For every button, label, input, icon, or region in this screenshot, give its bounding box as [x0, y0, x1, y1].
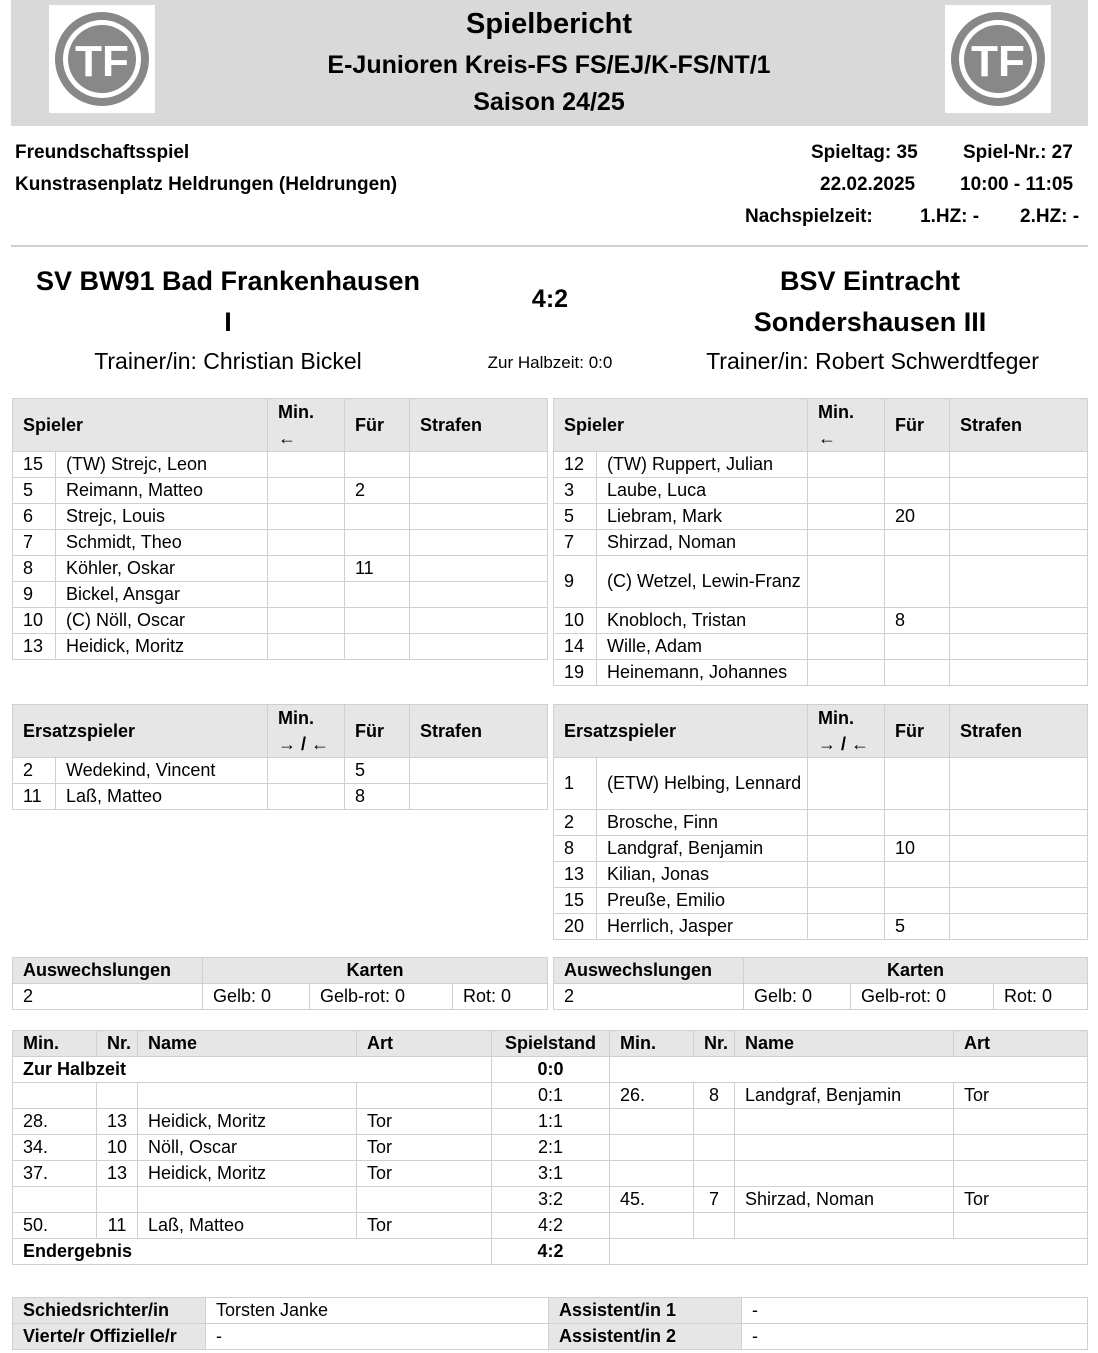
player-minute	[268, 556, 345, 582]
player-penalties	[410, 758, 548, 784]
player-number: 15	[554, 888, 597, 914]
player-replaced	[885, 660, 950, 686]
column-header: Art	[357, 1031, 492, 1057]
player-number: 10	[554, 608, 597, 634]
player-penalties	[950, 530, 1088, 556]
column-header: Min.	[610, 1031, 694, 1057]
player-replaced	[345, 530, 410, 556]
player-replaced	[345, 608, 410, 634]
player-name: Brosche, Finn	[597, 810, 808, 836]
event-row	[13, 1135, 1088, 1161]
player-minute	[808, 836, 885, 862]
player-minute	[808, 862, 885, 888]
home-summary-table	[12, 957, 548, 1010]
player-minute	[268, 784, 345, 810]
player-name: Bickel, Ansgar	[56, 582, 268, 608]
event-minute: 50.	[13, 1213, 97, 1239]
player-row	[554, 810, 1088, 836]
column-header: Min.	[13, 1031, 97, 1057]
player-name: Strejc, Louis	[56, 504, 268, 530]
player-name: Heinemann, Johannes	[597, 660, 808, 686]
column-header: Nr.	[694, 1031, 735, 1057]
player-minute	[268, 530, 345, 556]
event-minute: 28.	[13, 1109, 97, 1135]
final-score: 4:2	[531, 285, 569, 313]
home-starters-table	[12, 398, 548, 660]
player-name: Herrlich, Jasper	[597, 914, 808, 940]
halftime-score-cell: 0:0	[492, 1057, 610, 1083]
player-penalties	[410, 504, 548, 530]
player-replaced	[345, 452, 410, 478]
event-player: Landgraf, Benjamin	[735, 1083, 954, 1109]
event-score: 1:1	[492, 1109, 610, 1135]
event-minute	[610, 1213, 694, 1239]
event-player	[735, 1109, 954, 1135]
referee-label: Schiedsrichter/in	[13, 1298, 206, 1324]
yellow-red-cards: Gelb-rot: 0	[310, 984, 453, 1010]
assistant2-name: -	[742, 1324, 1088, 1350]
column-header: Min. ←	[808, 399, 885, 452]
column-header: Für	[885, 399, 950, 452]
column-header: Für	[345, 705, 410, 758]
event-type	[357, 1083, 492, 1109]
event-player: Laß, Matteo	[138, 1213, 357, 1239]
away-subs-table	[553, 704, 1088, 940]
player-row	[554, 478, 1088, 504]
player-minute	[808, 556, 885, 608]
player-replaced: 8	[885, 608, 950, 634]
player-replaced	[885, 888, 950, 914]
divider	[11, 245, 1088, 247]
assistant1-name: -	[742, 1298, 1088, 1324]
empty-cell	[610, 1239, 1088, 1265]
event-score: 4:2	[492, 1213, 610, 1239]
final-score-cell: 4:2	[492, 1239, 610, 1265]
event-score: 2:1	[492, 1135, 610, 1161]
assistant1-label: Assistent/in 1	[549, 1298, 742, 1324]
player-number: 6	[13, 504, 56, 530]
player-row	[554, 914, 1088, 940]
event-row	[13, 1213, 1088, 1239]
auswechslungen-header: Auswechslungen	[554, 958, 744, 984]
event-number	[694, 1161, 735, 1187]
yellow-cards: Gelb: 0	[744, 984, 851, 1010]
column-header: Spieler	[554, 399, 808, 452]
player-row	[13, 530, 548, 556]
event-minute	[13, 1083, 97, 1109]
fourth-official-label: Vierte/r Offizielle/r	[13, 1324, 206, 1350]
player-minute	[268, 504, 345, 530]
column-header: Min. → / ←	[268, 705, 345, 758]
column-header: Strafen	[410, 705, 548, 758]
player-minute	[268, 452, 345, 478]
player-penalties	[950, 660, 1088, 686]
player-minute	[268, 758, 345, 784]
event-type: Tor	[357, 1109, 492, 1135]
column-header: Spielstand	[492, 1031, 610, 1057]
halftime-row	[13, 1057, 1088, 1083]
player-number: 2	[554, 810, 597, 836]
home-subs-table	[12, 704, 548, 810]
player-penalties	[950, 758, 1088, 810]
events-table	[12, 1030, 1088, 1265]
player-number: 5	[13, 478, 56, 504]
player-number: 13	[13, 634, 56, 660]
column-header: Min. → / ←	[808, 705, 885, 758]
auswechslungen-header: Auswechslungen	[13, 958, 203, 984]
event-score: 3:1	[492, 1161, 610, 1187]
player-replaced	[885, 810, 950, 836]
red-cards: Rot: 0	[994, 984, 1088, 1010]
player-name: Liebram, Mark	[597, 504, 808, 530]
karten-header: Karten	[203, 958, 548, 984]
event-row	[13, 1083, 1088, 1109]
player-minute	[808, 810, 885, 836]
player-penalties	[410, 784, 548, 810]
player-minute	[808, 758, 885, 810]
player-number: 5	[554, 504, 597, 530]
player-replaced	[885, 758, 950, 810]
column-header: Für	[885, 705, 950, 758]
column-header: Ersatzspieler	[554, 705, 808, 758]
player-name: (ETW) Helbing, Lennard	[597, 758, 808, 810]
column-header: Name	[735, 1031, 954, 1057]
event-type	[954, 1161, 1088, 1187]
player-penalties	[950, 888, 1088, 914]
event-number	[97, 1083, 138, 1109]
column-header: Art	[954, 1031, 1088, 1057]
player-penalties	[950, 634, 1088, 660]
player-penalties	[410, 452, 548, 478]
player-name: Preuße, Emilio	[597, 888, 808, 914]
event-score: 0:1	[492, 1083, 610, 1109]
svg-text:TF: TF	[971, 37, 1025, 86]
karten-header: Karten	[744, 958, 1088, 984]
event-minute	[610, 1109, 694, 1135]
match-time: 10:00 - 11:05	[960, 174, 1074, 195]
player-row	[13, 634, 548, 660]
event-type: Tor	[357, 1213, 492, 1239]
player-number: 15	[13, 452, 56, 478]
event-player: Shirzad, Noman	[735, 1187, 954, 1213]
player-row	[13, 556, 548, 582]
player-minute	[808, 634, 885, 660]
player-replaced: 5	[885, 914, 950, 940]
player-row	[554, 530, 1088, 556]
match-type: Freundschaftsspiel	[15, 142, 190, 163]
player-name: Köhler, Oskar	[56, 556, 268, 582]
event-player: Nöll, Oscar	[138, 1135, 357, 1161]
player-name: Heidick, Moritz	[56, 634, 268, 660]
player-number: 8	[554, 836, 597, 862]
player-penalties	[410, 634, 548, 660]
player-name: Wedekind, Vincent	[56, 758, 268, 784]
player-number: 3	[554, 478, 597, 504]
event-number: 8	[694, 1083, 735, 1109]
event-minute	[610, 1161, 694, 1187]
column-header: Min. ←	[268, 399, 345, 452]
player-number: 8	[13, 556, 56, 582]
player-name: (C) Nöll, Oscar	[56, 608, 268, 634]
event-row	[13, 1161, 1088, 1187]
yellow-red-cards: Gelb-rot: 0	[851, 984, 994, 1010]
extra-time-second-half: 2.HZ: -	[1020, 206, 1080, 227]
event-number	[694, 1109, 735, 1135]
empty-cell	[610, 1057, 1088, 1083]
player-replaced	[885, 530, 950, 556]
player-penalties	[950, 452, 1088, 478]
player-number: 10	[13, 608, 56, 634]
event-player: Heidick, Moritz	[138, 1109, 357, 1135]
away-starters-table	[553, 398, 1088, 686]
player-number: 13	[554, 862, 597, 888]
player-number: 1	[554, 758, 597, 810]
player-minute	[808, 504, 885, 530]
player-name: (TW) Ruppert, Julian	[597, 452, 808, 478]
event-minute: 37.	[13, 1161, 97, 1187]
player-minute	[268, 582, 345, 608]
match-date: 22.02.2025	[820, 174, 916, 195]
player-minute	[808, 888, 885, 914]
event-score: 3:2	[492, 1187, 610, 1213]
player-row	[554, 758, 1088, 810]
player-replaced: 20	[885, 504, 950, 530]
player-row	[13, 608, 548, 634]
substitution-count: 2	[13, 984, 203, 1010]
column-header: Strafen	[950, 399, 1088, 452]
event-type	[954, 1135, 1088, 1161]
player-name: Reimann, Matteo	[56, 478, 268, 504]
player-row	[554, 608, 1088, 634]
event-type: Tor	[954, 1187, 1088, 1213]
event-minute: 45.	[610, 1187, 694, 1213]
player-penalties	[950, 836, 1088, 862]
player-penalties	[950, 862, 1088, 888]
event-type: Tor	[357, 1161, 492, 1187]
player-replaced: 2	[345, 478, 410, 504]
fourth-official-name: -	[206, 1324, 549, 1350]
player-name: Laube, Luca	[597, 478, 808, 504]
player-number: 19	[554, 660, 597, 686]
player-name: Kilian, Jonas	[597, 862, 808, 888]
column-header: Für	[345, 399, 410, 452]
player-replaced	[345, 634, 410, 660]
officials-table	[12, 1297, 1088, 1350]
event-type: Tor	[954, 1083, 1088, 1109]
matchday: Spieltag: 35	[811, 142, 918, 163]
player-row	[554, 660, 1088, 686]
event-player	[735, 1135, 954, 1161]
player-row	[554, 452, 1088, 478]
event-type	[954, 1213, 1088, 1239]
player-minute	[268, 608, 345, 634]
svg-text:TF: TF	[75, 37, 129, 86]
player-number: 7	[554, 530, 597, 556]
column-header: Nr.	[97, 1031, 138, 1057]
player-minute	[808, 660, 885, 686]
player-row	[13, 758, 548, 784]
player-penalties	[950, 504, 1088, 530]
event-player	[138, 1187, 357, 1213]
event-number: 13	[97, 1109, 138, 1135]
player-row	[13, 478, 548, 504]
event-number: 11	[97, 1213, 138, 1239]
player-minute	[808, 478, 885, 504]
player-minute	[808, 608, 885, 634]
event-player	[735, 1161, 954, 1187]
home-trainer: Trainer/in: Christian Bickel	[94, 348, 362, 374]
player-name: Landgraf, Benjamin	[597, 836, 808, 862]
player-row	[13, 582, 548, 608]
player-name: Shirzad, Noman	[597, 530, 808, 556]
player-number: 9	[554, 556, 597, 608]
event-player: Heidick, Moritz	[138, 1161, 357, 1187]
away-team-name: BSV Eintracht Sondershausen III	[753, 266, 987, 337]
event-row	[13, 1187, 1088, 1213]
player-penalties	[410, 478, 548, 504]
event-number	[694, 1213, 735, 1239]
report-title: Spielbericht	[466, 8, 632, 40]
final-label: Endergebnis	[13, 1239, 492, 1265]
extra-time-first-half: 1.HZ: -	[920, 206, 980, 227]
event-player	[138, 1083, 357, 1109]
player-replaced	[885, 634, 950, 660]
player-replaced: 11	[345, 556, 410, 582]
player-minute	[808, 452, 885, 478]
column-header: Strafen	[410, 399, 548, 452]
player-penalties	[950, 608, 1088, 634]
event-minute	[610, 1135, 694, 1161]
player-penalties	[410, 608, 548, 634]
player-replaced: 5	[345, 758, 410, 784]
player-name: Wille, Adam	[597, 634, 808, 660]
venue: Kunstrasenplatz Heldrungen (Heldrungen)	[15, 174, 398, 195]
player-name: Knobloch, Tristan	[597, 608, 808, 634]
player-penalties	[950, 556, 1088, 608]
column-header: Ersatzspieler	[13, 705, 268, 758]
event-player	[735, 1213, 954, 1239]
final-row	[13, 1239, 1088, 1265]
player-name: Laß, Matteo	[56, 784, 268, 810]
event-type	[357, 1187, 492, 1213]
substitution-count: 2	[554, 984, 744, 1010]
season-title: Saison 24/25	[473, 88, 625, 116]
red-cards: Rot: 0	[453, 984, 548, 1010]
player-penalties	[410, 582, 548, 608]
event-type	[954, 1109, 1088, 1135]
player-row	[554, 888, 1088, 914]
player-row	[13, 784, 548, 810]
away-summary-table	[553, 957, 1088, 1010]
extra-time-label: Nachspielzeit:	[745, 206, 873, 227]
player-number: 20	[554, 914, 597, 940]
event-number	[694, 1135, 735, 1161]
player-number: 2	[13, 758, 56, 784]
player-row	[554, 836, 1088, 862]
player-number: 11	[13, 784, 56, 810]
halftime-label: Zur Halbzeit	[13, 1057, 492, 1083]
player-row	[554, 634, 1088, 660]
player-penalties	[410, 530, 548, 556]
halftime-score: Zur Halbzeit: 0:0	[487, 353, 613, 372]
competition-title: E-Junioren Kreis-FS FS/EJ/K-FS/NT/1	[327, 51, 771, 79]
player-number: 7	[13, 530, 56, 556]
player-penalties	[410, 556, 548, 582]
event-minute: 26.	[610, 1083, 694, 1109]
player-replaced	[345, 504, 410, 530]
assistant2-label: Assistent/in 2	[549, 1324, 742, 1350]
referee-name: Torsten Janke	[206, 1298, 549, 1324]
event-number: 13	[97, 1161, 138, 1187]
player-name: Schmidt, Theo	[56, 530, 268, 556]
event-number: 10	[97, 1135, 138, 1161]
event-number	[97, 1187, 138, 1213]
player-replaced	[345, 582, 410, 608]
event-row	[13, 1109, 1088, 1135]
column-header: Name	[138, 1031, 357, 1057]
player-minute	[808, 914, 885, 940]
player-row	[554, 556, 1088, 608]
event-minute: 34.	[13, 1135, 97, 1161]
player-number: 14	[554, 634, 597, 660]
column-header: Strafen	[950, 705, 1088, 758]
player-replaced	[885, 862, 950, 888]
player-row	[13, 452, 548, 478]
player-replaced	[885, 452, 950, 478]
player-replaced	[885, 556, 950, 608]
player-minute	[808, 530, 885, 556]
player-penalties	[950, 810, 1088, 836]
player-replaced: 8	[345, 784, 410, 810]
column-header: Spieler	[13, 399, 268, 452]
player-name: (TW) Strejc, Leon	[56, 452, 268, 478]
event-type: Tor	[357, 1135, 492, 1161]
player-row	[554, 504, 1088, 530]
player-row	[554, 862, 1088, 888]
event-number: 7	[694, 1187, 735, 1213]
player-number: 9	[13, 582, 56, 608]
player-penalties	[950, 478, 1088, 504]
player-penalties	[950, 914, 1088, 940]
home-team-name: SV BW91 Bad Frankenhausen I	[35, 266, 421, 337]
event-minute	[13, 1187, 97, 1213]
player-replaced	[885, 478, 950, 504]
yellow-cards: Gelb: 0	[203, 984, 310, 1010]
player-minute	[268, 478, 345, 504]
match-number: Spiel-Nr.: 27	[963, 142, 1073, 163]
player-row	[13, 504, 548, 530]
player-minute	[268, 634, 345, 660]
player-name: (C) Wetzel, Lewin-Franz	[597, 556, 808, 608]
player-number: 12	[554, 452, 597, 478]
away-trainer: Trainer/in: Robert Schwerdtfeger	[706, 348, 1039, 374]
player-replaced: 10	[885, 836, 950, 862]
